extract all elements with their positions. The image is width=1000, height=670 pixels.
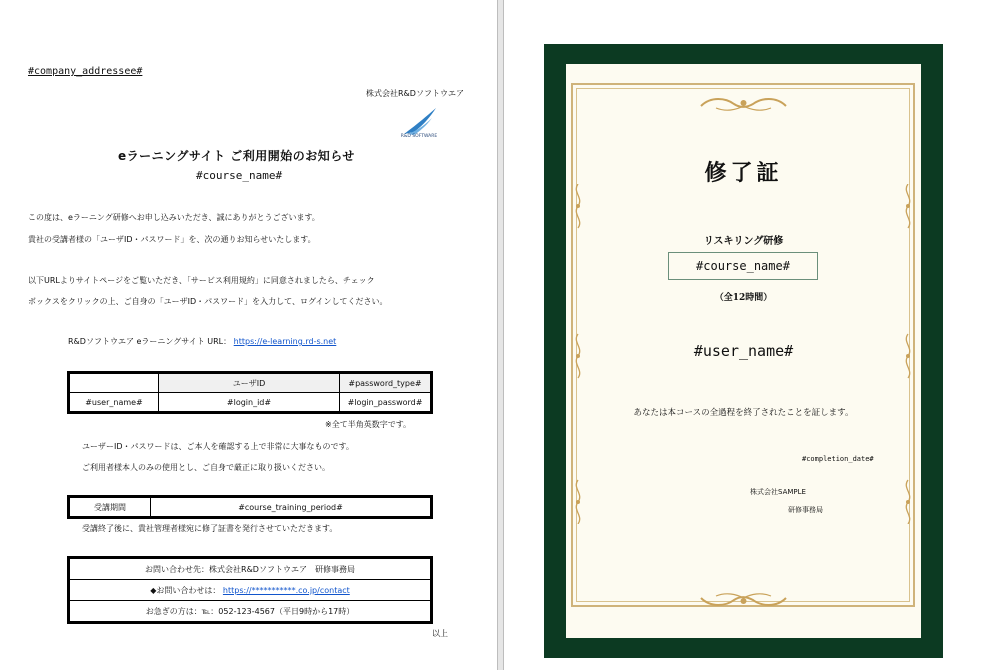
- certificate-statement: あなたは本コースの全過程を終了されたことを証します。: [633, 408, 854, 418]
- caution-line1: ユーザーID・パスワードは、ご本人を確認する上で非常に大事なものです。: [82, 442, 354, 451]
- cell-login-password: #login_password#: [340, 393, 431, 412]
- logo-text: R&D SOFTWARE: [400, 134, 438, 139]
- certificate-paper: [566, 64, 921, 638]
- header-cell-empty: [70, 374, 159, 393]
- credentials-table: [69, 373, 431, 412]
- certificate-page: [503, 0, 1000, 670]
- top-ornament: [696, 94, 791, 112]
- certificate-user-name: #user_name#: [693, 342, 794, 360]
- cell-login-id: #login_id#: [159, 393, 340, 412]
- completion-date: #completion_date#: [802, 455, 874, 463]
- para1-line2: 貴社の受講者様の「ユーザID・パスワード」を、次の通りお知らせいたします。: [28, 235, 316, 244]
- para1-line1: この度は、eラーニング研修へお申し込みいただき、誠にありがとうございます。: [28, 213, 320, 222]
- contact-line2: [70, 580, 431, 601]
- period-label: 受講期間: [70, 498, 151, 517]
- para2-line1: 以下URLよりサイトページをご覧いただき、「サービス利用規約」に同意されましたら、チェック: [28, 276, 375, 285]
- site-url-label: R&Dソフトウエア eラーニングサイト URL：: [68, 337, 232, 346]
- caution-line2: ご利用者様本人のみの使用とし、ご自身で厳正に取り扱いください。: [82, 463, 330, 472]
- table-row: [70, 601, 431, 622]
- notice-course-name: #course_name#: [196, 169, 283, 182]
- contact-table: [69, 558, 431, 622]
- contact-label: ◆お問い合わせは：: [150, 585, 221, 595]
- contact-url-link[interactable]: https://***********.co.jp/contact: [222, 585, 350, 595]
- closing-text: 以上: [432, 629, 448, 638]
- certificate-subtitle: リスキリング研修: [703, 236, 784, 247]
- addressee: #company_addressee#: [28, 66, 143, 77]
- table-row: [70, 580, 431, 601]
- header-cell-user-id: ユーザID: [159, 374, 340, 393]
- bottom-ornament: [696, 592, 791, 610]
- certificate-course-name: #course_name#: [668, 252, 818, 280]
- table-row: [70, 498, 431, 517]
- certificate-frame: [544, 44, 943, 658]
- issuer-office: 研修事務局: [788, 506, 823, 514]
- site-url-link[interactable]: https://e-learning.rd-s.net: [233, 337, 337, 346]
- notice-page: [0, 0, 498, 670]
- para2-line2: ボックスをクリックの上、ご自身の「ユーザID・パスワード」を入力して、ログインしてください。: [28, 297, 388, 306]
- contact-line1: お問い合わせ先：株式会社R&Dソフトウエア 研修事務局: [70, 559, 431, 580]
- certificate-hours: （全12時間）: [714, 293, 773, 303]
- notice-title: eラーニングサイト ご利用開始のお知らせ: [118, 149, 355, 163]
- period-value: #course_training_period#: [151, 498, 431, 517]
- table-row: [70, 393, 431, 412]
- issuer-name: 株式会社SAMPLE: [750, 488, 806, 496]
- contact-line3: お急ぎの方は：℡：052-123-4567（平日9時から17時）: [70, 601, 431, 622]
- site-url-line: [68, 336, 336, 347]
- cell-user-name: #user_name#: [70, 393, 159, 412]
- after-note: 受講終了後に、貴社管理者様宛に修了証書を発行させていただきます。: [82, 524, 338, 533]
- header-cell-password-type: #password_type#: [340, 374, 431, 393]
- table-header-row: [70, 374, 431, 393]
- halfwidth-note: ※全て半角英数字です。: [325, 420, 412, 429]
- company-logo: [398, 104, 440, 144]
- certificate-title: 修了証: [704, 160, 783, 186]
- table-row: [70, 559, 431, 580]
- period-table: [69, 497, 431, 517]
- company-name: 株式会社R&Dソフトウエア: [366, 89, 464, 98]
